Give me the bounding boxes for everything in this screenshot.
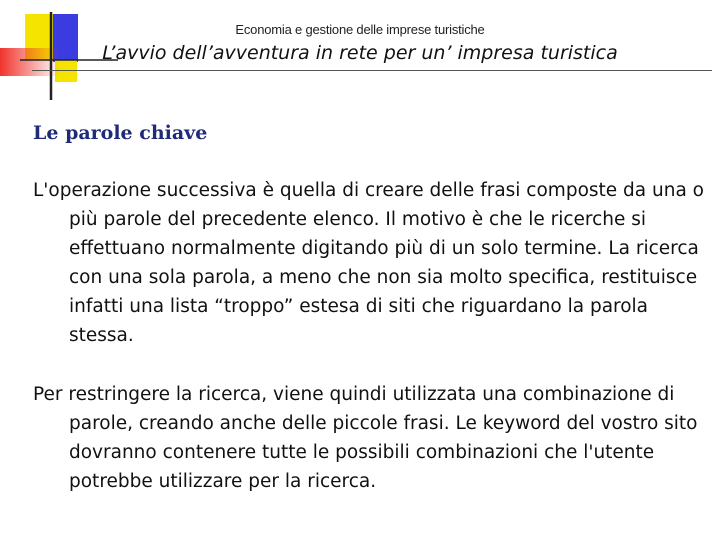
slide-title: L’avvio dell’avventura in rete per un’ impresa turistica — [102, 42, 618, 64]
course-supertitle: Economia e gestione delle imprese turistiche — [235, 22, 485, 37]
section-heading: Le parole chiave — [33, 122, 208, 144]
title-divider — [32, 70, 712, 71]
paragraph-2: Per restringere la ricerca, viene quindi utilizzata una combinazione di parole, creando anche delle piccole frasi. Le keyword del vostro sito dovranno contenere tutte le possibili combinazioni che l'utente potrebbe utilizzare per la ricerca. — [33, 384, 698, 492]
paragraph-1: L'operazione successiva è quella di creare delle frasi composte da una o più parole del precedente elenco. Il motivo è che le ricerche si effettuano normalmente digitando più di un solo termine. La ricerca con una sola parola, a meno che non sia molto specifica, restituisce infatti una lista “troppo” estesa di siti che riguardano la parola stessa. — [33, 180, 704, 346]
